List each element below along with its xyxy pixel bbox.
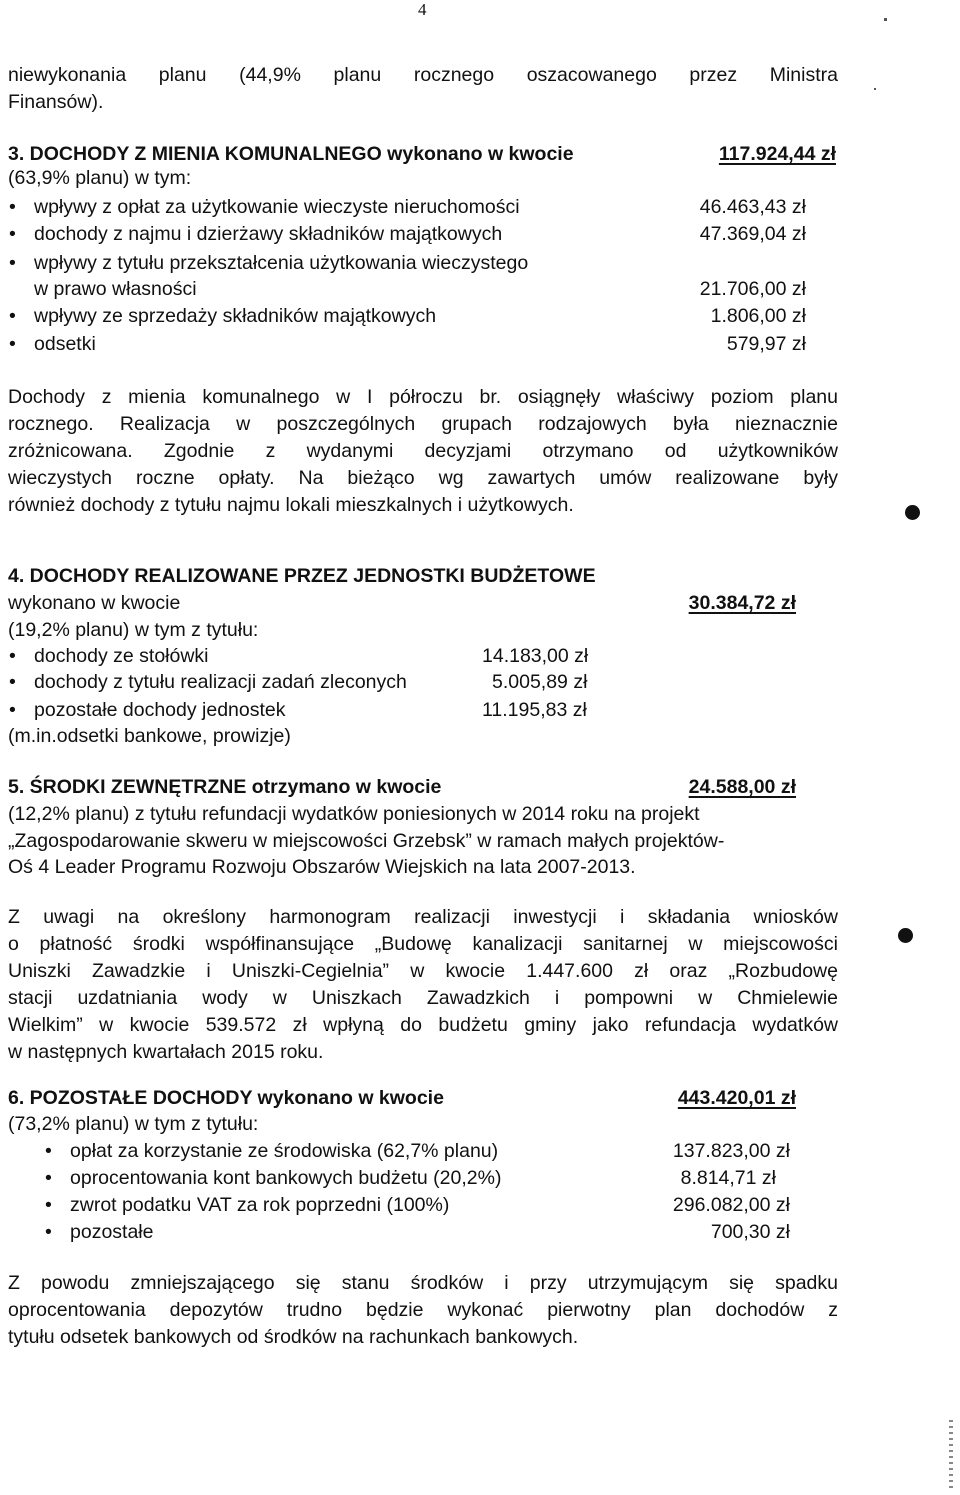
sec4-subhead: (19,2% planu) w tym z tytułu: [8, 619, 259, 641]
sec6-total: 443.420,01 zł [677, 1087, 796, 1109]
sec4-item-label: • dochody z tytułu realizacji zadań zleconych [34, 669, 407, 695]
sec3-item-value: 46.463,43 zł [699, 196, 806, 218]
sec3-item-label: • dochody z najmu i dzierżawy składników majątkowych [34, 221, 502, 247]
paragraph-line: o płatność środki współfinansujące „Budowę kanalizacji sanitarnej w miejscowości [8, 933, 838, 955]
sec5-total: 24.588,00 zł [688, 776, 796, 798]
sec4-note: (m.in.odsetki bankowe, prowizje) [8, 725, 291, 747]
sec6-paragraph [8, 1270, 838, 1351]
sec5-line: „Zagospodarowanie skweru w miejscowości Grzebsk” w ramach małych projektów- [8, 830, 725, 852]
paragraph-line: oprocentowania depozytów trudno będzie wykonać pierwotny plan dochodów z [8, 1299, 838, 1321]
paragraph-line: Uniszki Zawadzkie i Uniszki-Cegielnia” w kwocie 1.447.600 zł oraz „Rozbudowę [8, 960, 838, 982]
scan-speck [874, 88, 876, 90]
punch-hole-mark [905, 505, 920, 520]
intro-line: niewykonania planu (44,9% planu rocznego oszacowanego przez Ministra [8, 64, 838, 86]
sec4-line: wykonano w kwocie [8, 592, 181, 614]
sec5-line: Oś 4 Leader Programu Rozwoju Obszarów Wiejskich na lata 2007-2013. [8, 856, 636, 878]
sec4-item-label: • pozostałe dochody jednostek [34, 697, 286, 723]
sec3-item-value: 1.806,00 zł [710, 305, 806, 327]
punch-hole-mark [898, 928, 913, 943]
paragraph-line: Z powodu zmniejszającego się stanu środków i przy utrzymującym się spadku [8, 1272, 838, 1294]
sec3-item-value: 47.369,04 zł [699, 223, 806, 245]
sec6-item-value: 296.082,00 zł [672, 1194, 790, 1216]
sec5-line: (12,2% planu) z tytułu refundacji wydatków poniesionych w 2014 roku na projekt [8, 803, 700, 825]
sec3-item-label: • odsetki [34, 331, 96, 357]
paragraph-line: w następnych kwartałach 2015 roku. [8, 1041, 324, 1063]
sec3-item-label: • wpływy z opłat za użytkowanie wieczyste nieruchomości [34, 194, 520, 220]
paragraph-line: stacji uzdatniania wody w Uniszkach Zawadzkich i pompowni w Chmielewie [8, 987, 838, 1009]
paragraph-line: wieczystych roczne opłaty. Na bieżąco wg zawartych umów realizowane były [8, 467, 838, 489]
sec3-item-label-cont: w prawo własności [34, 278, 197, 300]
sec6-item-value: 8.814,71 zł [680, 1167, 776, 1189]
paragraph-line: zróżnicowana. Zgodnie z wydanymi decyzjami otrzymano od użytkowników [8, 440, 838, 462]
sec3-total: 117.924,44 zł [718, 143, 836, 165]
sec3-item-value: 579,97 zł [726, 333, 806, 355]
sec6-item-label: • zwrot podatku VAT za rok poprzedni (100%) [70, 1192, 449, 1218]
intro-paragraph [8, 62, 838, 116]
sec3-item-label: • wpływy ze sprzedaży składników majątkowych [34, 303, 436, 329]
sec6-item-label: • oprocentowania kont bankowych budżetu (20,2%) [70, 1165, 501, 1191]
sec4-item-value: 11.195,83 zł [482, 699, 587, 721]
sec6-item-value: 700,30 zł [710, 1221, 790, 1243]
page-number: 4 [418, 0, 427, 19]
sec3-heading: 3. DOCHODY Z MIENIA KOMUNALNEGO wykonano w kwocie [8, 143, 574, 165]
intro-line: Finansów). [8, 91, 104, 113]
scan-edge-artifact [949, 1420, 953, 1490]
paragraph-line: tytułu odsetek bankowych od środków na rachunkach bankowych. [8, 1326, 579, 1348]
paragraph-line: Wielkim” w kwocie 539.572 zł wpłyną do budżetu gminy jako refundacja wydatków [8, 1014, 838, 1036]
sec4-item-label: • dochody ze stołówki [34, 643, 209, 669]
paragraph-line: rocznego. Realizacja w poszczególnych grupach rodzajowych była nieznacznie [8, 413, 838, 435]
sec4-heading: 4. DOCHODY REALIZOWANE PRZEZ JEDNOSTKI BUDŻETOWE [8, 565, 596, 587]
paragraph-line: również dochody z tytułu najmu lokali mieszkalnych i użytkowych. [8, 494, 574, 516]
paragraph-line: Z uwagi na określony harmonogram realizacji inwestycji i składania wniosków [8, 906, 838, 928]
sec6-item-label: • opłat za korzystanie ze środowiska (62,7% planu) [70, 1138, 498, 1164]
sec5-paragraph [8, 904, 838, 1066]
sec3-subhead: (63,9% planu) w tym: [8, 167, 192, 189]
sec6-item-value: 137.823,00 zł [672, 1140, 790, 1162]
sec3-item-label: • wpływy z tytułu przekształcenia użytkowania wieczystego [34, 250, 528, 276]
sec6-item-label: • pozostałe [70, 1219, 153, 1245]
sec6-heading: 6. POZOSTAŁE DOCHODY wykonano w kwocie [8, 1087, 444, 1109]
sec5-heading: 5. ŚRODKI ZEWNĘTRZNE otrzymano w kwocie [8, 776, 442, 798]
sec4-item-value: 5.005,89 zł [492, 671, 588, 693]
sec3-item-value: 21.706,00 zł [699, 278, 806, 300]
paragraph-line: Dochody z mienia komunalnego w I półroczu br. osiągnęły właściwy poziom planu [8, 386, 838, 408]
scan-speck [884, 18, 887, 21]
sec4-item-value: 14.183,00 zł [482, 645, 589, 667]
sec6-subhead: (73,2% planu) w tym z tytułu: [8, 1113, 259, 1135]
sec4-total: 30.384,72 zł [688, 592, 796, 614]
sec3-paragraph [8, 384, 838, 519]
